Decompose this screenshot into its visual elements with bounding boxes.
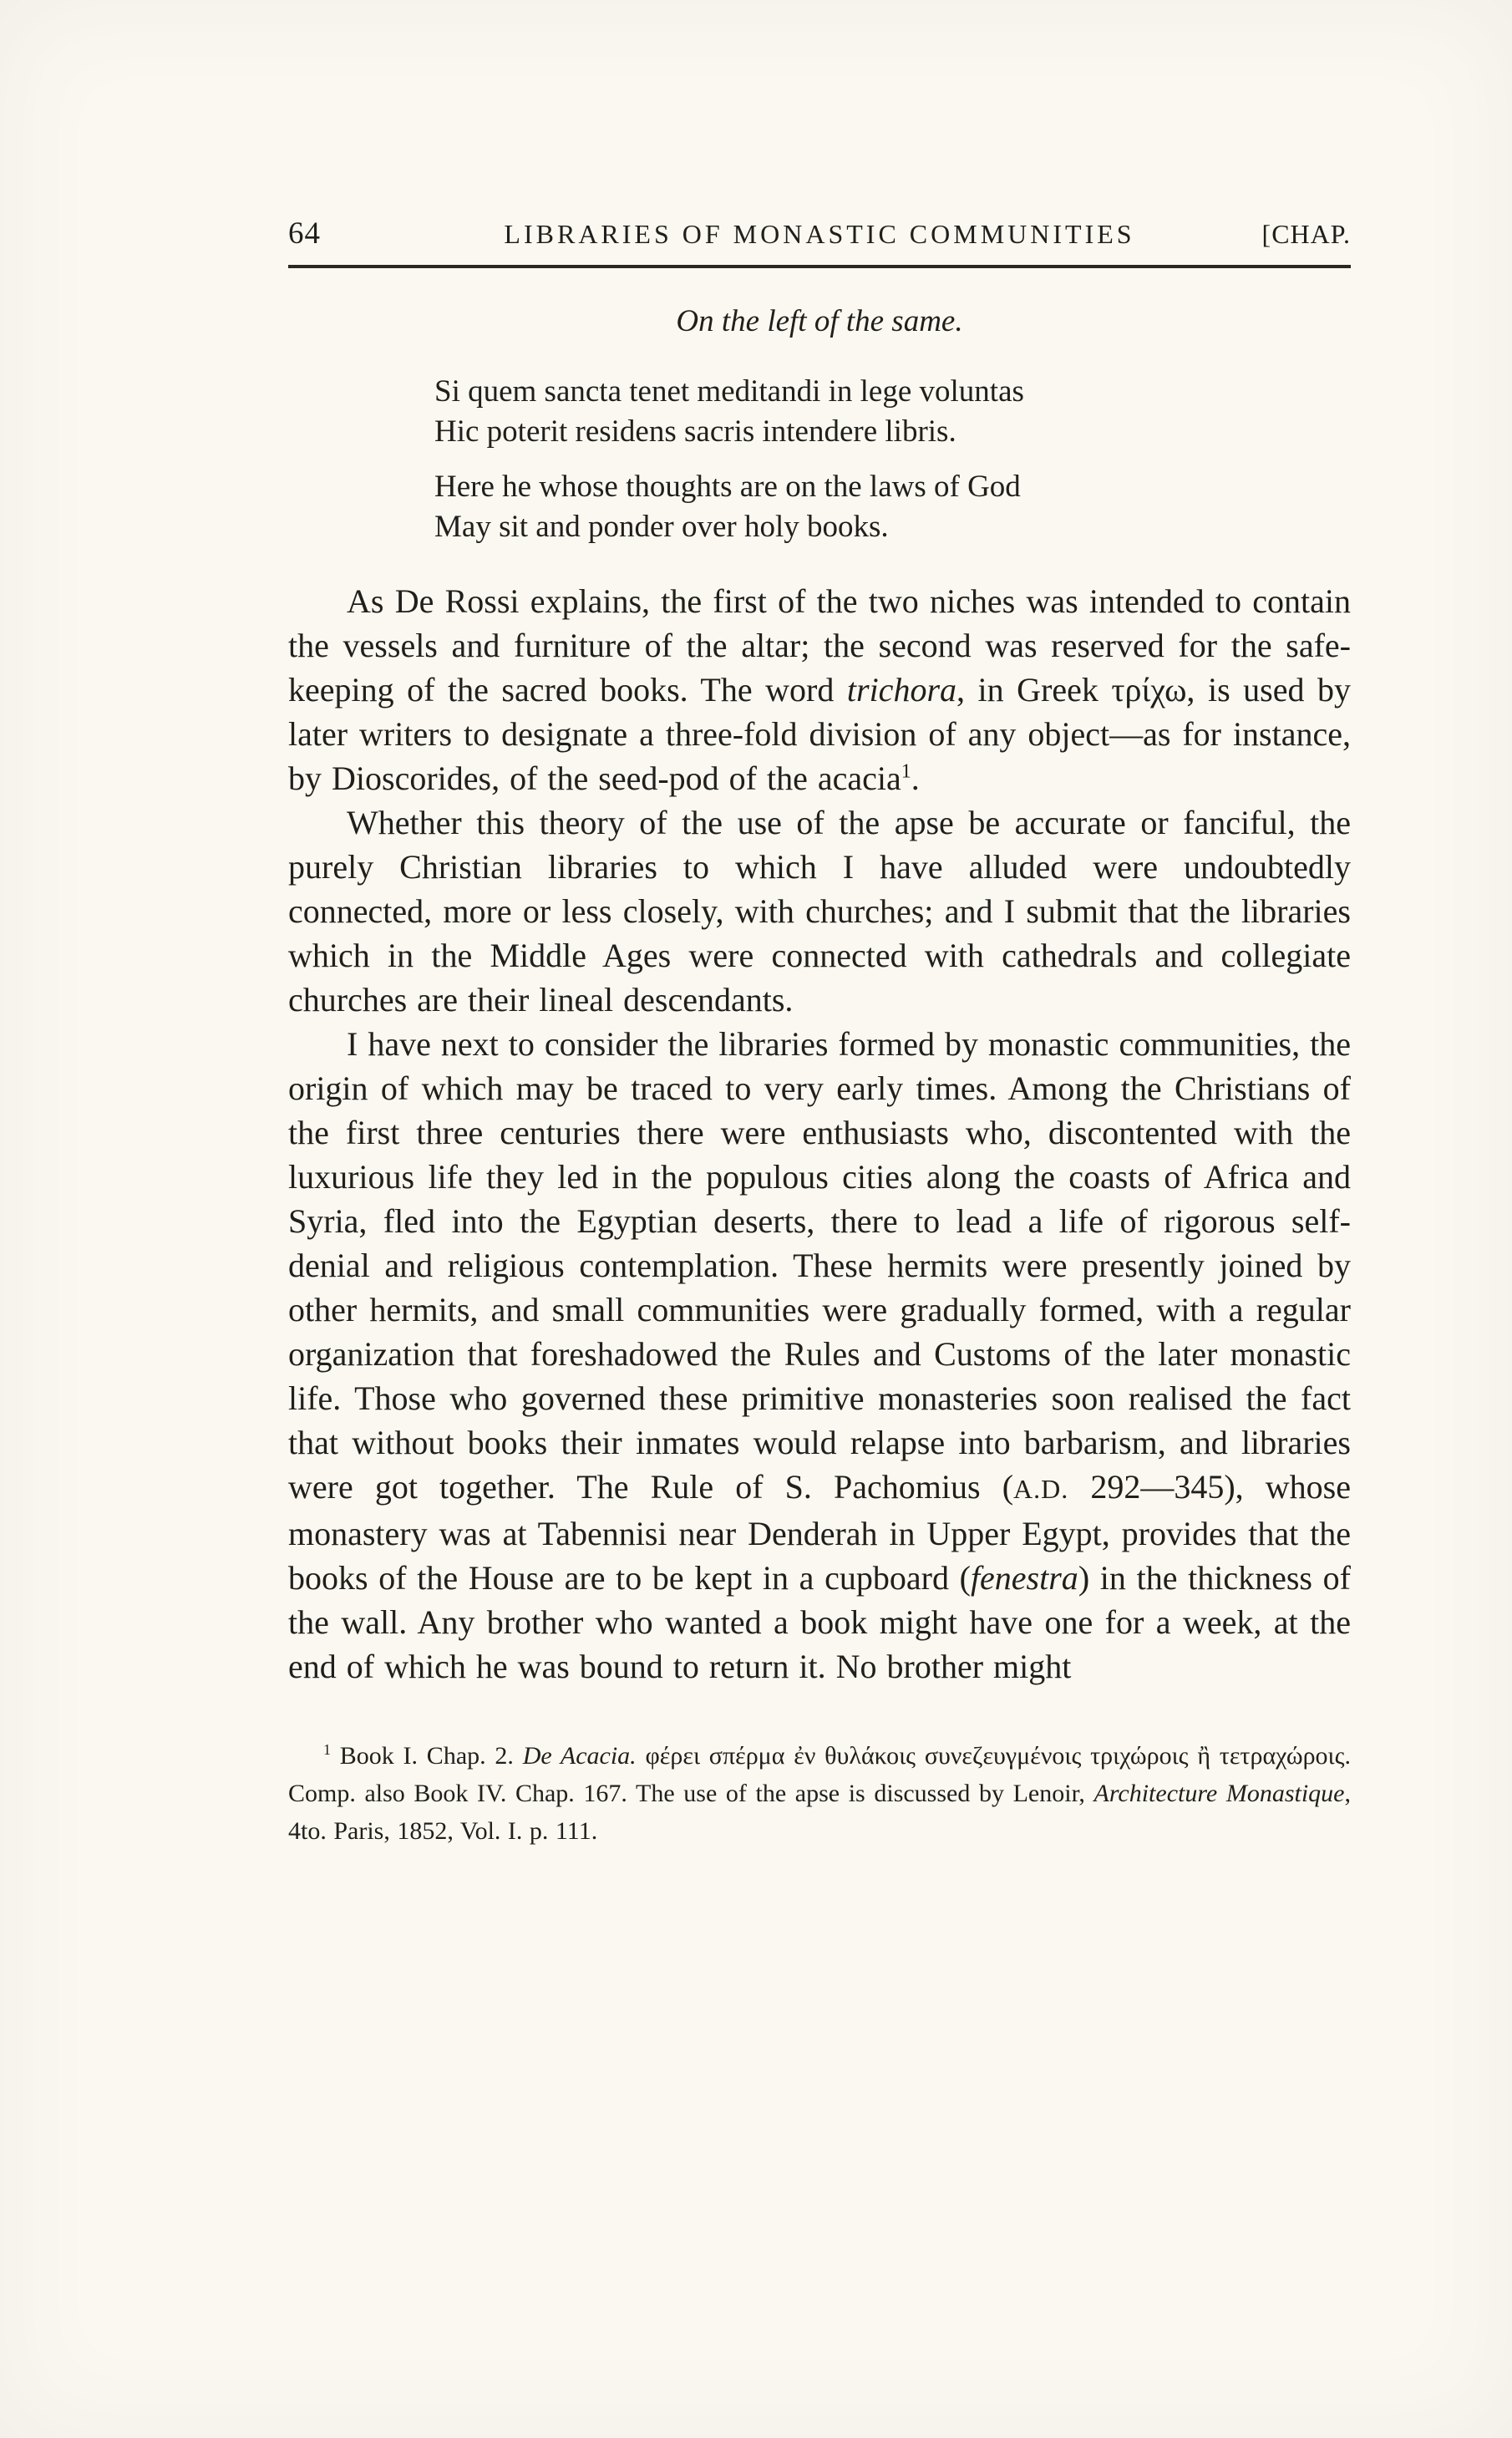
page-content [288,216,1351,1850]
latin-verse-line-2: Hic poterit residens sacris intendere libris. [434,414,956,449]
paragraph-monastic-libraries: I have next to consider the libraries formed by monastic communities, the origin of which may be traced to very early times. Among the Christians of the first three centuries there were enthusiasts who, discontented with the luxurious life they led in the populous cities along the coasts of Africa and Syria, fled into the Egyptian deserts, there to lead a life of rigorous self-denial and religious contemplation. These hermits were presently joined by other hermits, and small communities were gradually formed, with a regular organization that foreshadowed the Rules and Customs of the later monastic life. Those who governed these primitive monasteries soon realised the fact that without books their inmates would relapse into barbarism, and libraries were got together. The Rule of S. Pachomius (A.D. 292—345), whose monastery was at Tabennisi near Denderah in Upper Egypt, provides that the books of the House are to be kept in a cupboard (fenestra) in the thickness of the wall. Any brother who wanted a book might have one for a week, at the end of which he was bound to return it. No brother might [288,1025,1352,1685]
latin-verse [434,372,1351,452]
footnote: $^1$ Book I. Chap. 2. De Acacia. φέρει σπέρμα ἐν θυλάκοις συνεζευγμένοις τριχώροις ἢ τετραχώροις. Comp. also Book IV. Chap. 167. The use of the apse is discussed by Lenoir, Architecture Monastique, 4to. Paris, 1852, Vol. I. p. 111. [288,1741,1351,1845]
english-verse [434,467,1351,547]
running-title: LIBRARIES OF MONASTIC COMMUNITIES [504,219,1135,249]
english-verse-line-2: May sit and ponder over holy books. [434,510,889,544]
latin-verse-line-1: Si quem sancta tenet meditandi in lege voluntas [434,374,1024,409]
header-rule [288,265,1351,268]
paragraph-apse-theory: Whether this theory of the use of the apse be accurate or fanciful, the purely Christian libraries to which I have alluded were undoubtedly connected, more or less closely, with churches; and I submit that the libraries which in the Middle Ages were connected with cathedrals and collegiate churches are their lineal descendants. [288,804,1351,1018]
page-header [288,216,1351,251]
english-verse-line-1: Here he whose thoughts are on the laws of God [434,470,1021,504]
page-number: 64 [288,216,321,251]
paragraph-de-rossi: As De Rossi explains, the first of the two niches was intended to contain the vessels and furniture of the altar; the second was reserved for the safe-keeping of the sacred books. The word trichora, in Greek τρίχω, is used by later writers to designate a three-fold division of any object—as for instance, by Dioscorides, of the seed-pod of the acacia$^1$. [288,582,1352,797]
chapter-marker: [CHAP. [1261,219,1351,249]
section-heading: On the left of the same. [676,304,963,338]
